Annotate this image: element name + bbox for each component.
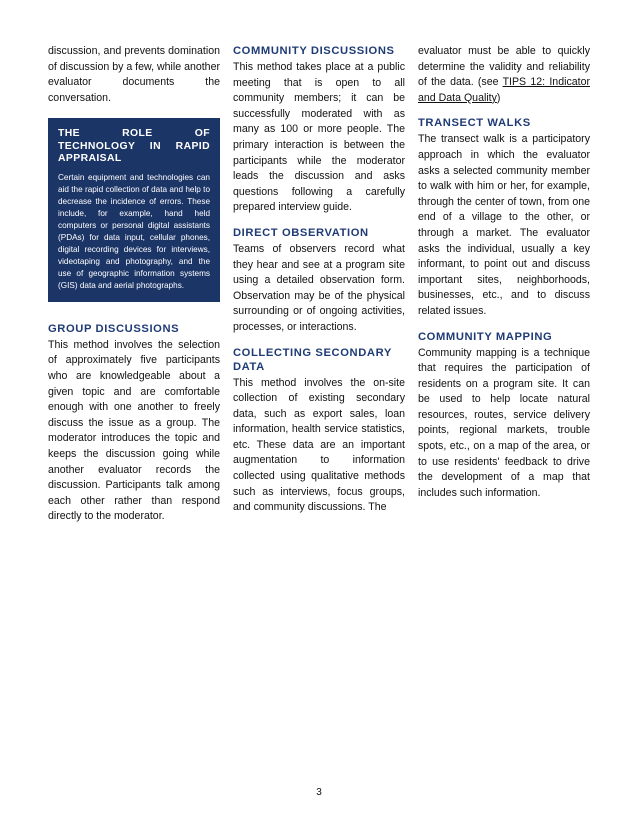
community-discussions-body: This method takes place at a public meeting that is open to all community members; it can be successfully moderated with as many as 100 or more people. The primary interaction is between the participants while the moderator leads the discussion and asks questions following a carefully prepared interview guide.: [233, 61, 405, 214]
group-discussions-heading: GROUP DISCUSSIONS: [48, 322, 180, 335]
sidebar-title: THE ROLE OF TECHNOLOGY IN RAPID APPRAISAL: [58, 128, 210, 165]
secondary-data-body: This method involves the on-site collection of existing secondary data, such as export sales, loan information, health service statistics, etc. These data are an important augmentation to information collected using qualitative methods such as interviews, focus groups, and community discussions. The: [233, 376, 405, 514]
direct-observation-heading: DIRECT OBSERVATION: [233, 226, 369, 239]
transect-walks-heading: TRANSECT WALKS: [418, 117, 531, 130]
tips-12-link[interactable]: TIPS 12: Indicator and Data Quality: [418, 76, 590, 104]
continued-paragraph: [418, 44, 590, 106]
page-number: 3: [316, 787, 322, 798]
intro-paragraph: discussion, and prevents domination of discussion by a few, while another evaluator documents the conversation.: [48, 45, 220, 104]
column-left: [48, 44, 220, 525]
continued-text: evaluator must be able to quickly determine the validity and reliability of the data. (see: [418, 45, 590, 89]
group-discussions-body: This method involves the selection of approximately five participants who are knowledgeable about a given topic and are comfortable enough with one another to freely discuss the issue as a group. The moderator introduces the topic and keeps the discussion going while another evaluator records the discussion. Participants talk among each other rather than respond directly to the moderator.: [48, 338, 220, 523]
column-middle: [233, 44, 405, 516]
column-right: [418, 44, 590, 501]
community-discussions-heading: COMMUNITY DISCUSSIONS: [233, 45, 395, 57]
sidebar-body: Certain equipment and technologies can aid the rapid collection of data and help to decrease the incidence of errors. These include, for example, hand held computers or personal digital assistants (PDAs) for data input, cellular phones, digital recording devices for interviews, videotaping and photography, and the use of geographic information systems (GIS) data and aerial photographs.: [58, 172, 210, 290]
continued-end: ): [496, 91, 501, 104]
community-mapping-body: Community mapping is a technique that requires the participation of residents on a program site. It can be used to help locate natural resources, routes, service delivery points, regional markets, trouble spots, etc., on a map of the area, or to use residents' feedback to drive the development of a map that includes such information.: [418, 346, 590, 499]
direct-observation-body: Teams of observers record what they hear and see at a program site using a detailed observation form. Observation may be of the physical surrounding or of ongoing activities, processes, or interactions.: [233, 242, 405, 333]
transect-walks-body: The transect walk is a participatory approach in which the evaluator asks a selected community member to walk with him or her, for example, through the center of town, from one end of a village to the other, or through a market. The evaluator asks the individual, usually a key informant, to point out and discuss important sites, neighborhoods, businesses, etc., and to discuss related issues.: [418, 133, 590, 317]
secondary-data-heading: COLLECTING SECONDARY DATA: [233, 346, 392, 373]
technology-sidebar: [48, 118, 220, 302]
community-mapping-heading: COMMUNITY MAPPING: [418, 330, 553, 343]
